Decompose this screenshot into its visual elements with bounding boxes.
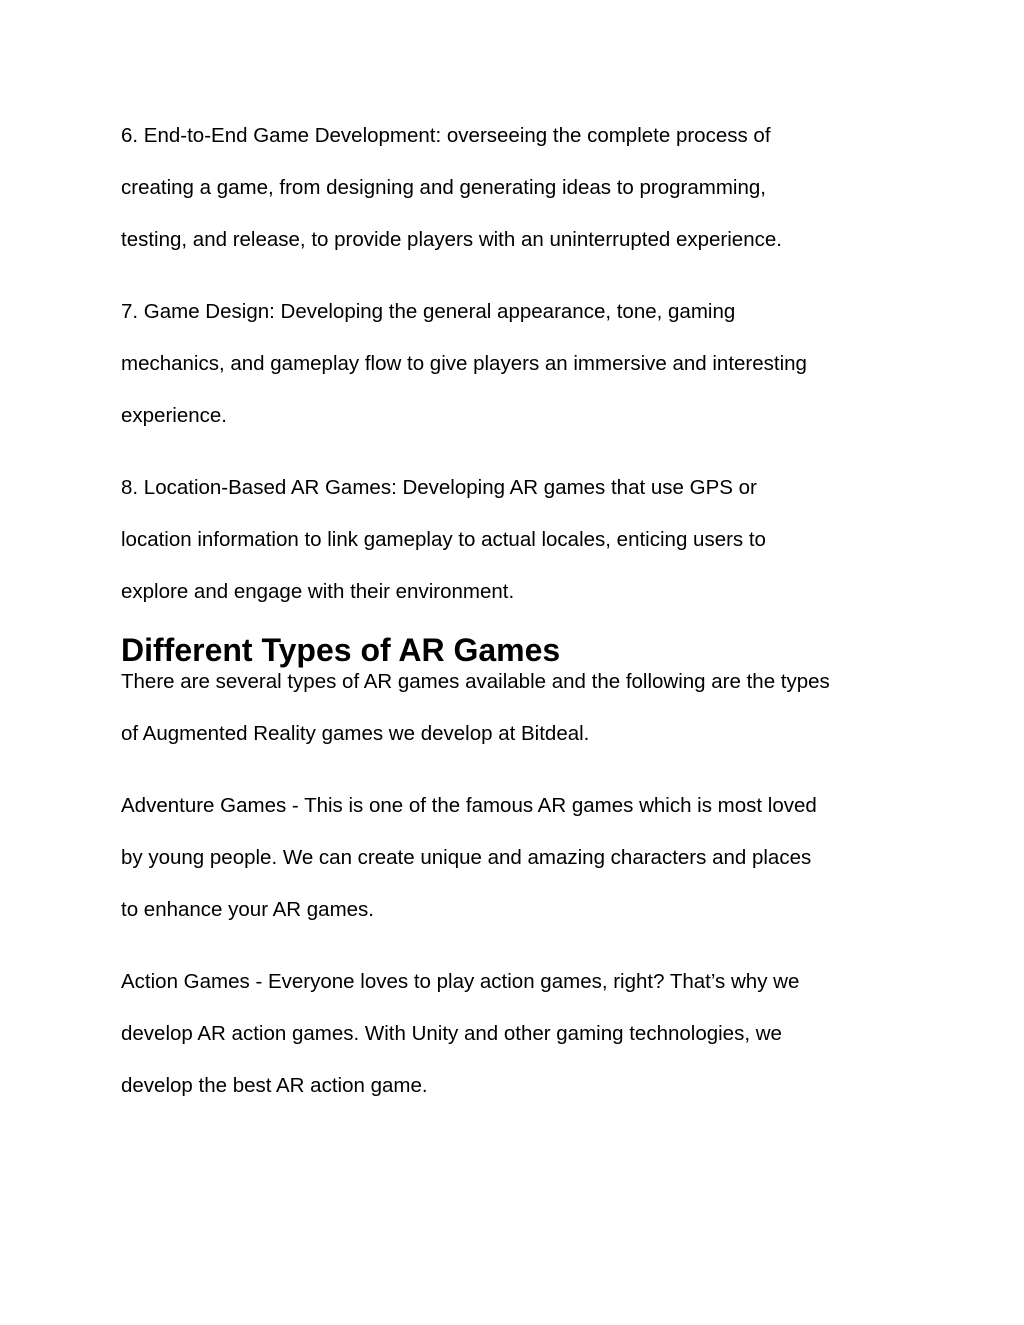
text-line: Adventure Games - This is one of the famous AR games which is most loved (121, 794, 817, 817)
paragraph-spacer (121, 760, 921, 780)
paragraph-intro-types (121, 656, 921, 760)
section-heading: Different Types of AR Games (121, 632, 561, 668)
paragraph-end-to-end-development (121, 110, 921, 266)
text-line: creating a game, from designing and generating ideas to programming, (121, 176, 766, 199)
text-line: Action Games - Everyone loves to play action games, right? That’s why we (121, 970, 800, 993)
text-line: develop the best AR action game. (121, 1074, 428, 1097)
text-line: location information to link gameplay to actual locales, enticing users to (121, 528, 766, 551)
paragraph-location-based-ar (121, 462, 921, 618)
paragraph-game-design (121, 286, 921, 442)
text-line: explore and engage with their environment. (121, 580, 515, 603)
paragraph-adventure-games (121, 780, 921, 936)
paragraph-action-games (121, 956, 921, 1112)
text-line: 6. End-to-End Game Development: overseeing the complete process of (121, 124, 771, 147)
text-line: 8. Location-Based AR Games: Developing AR games that use GPS or (121, 476, 757, 499)
text-line: 7. Game Design: Developing the general appearance, tone, gaming (121, 300, 736, 323)
text-line: by young people. We can create unique and amazing characters and places (121, 846, 812, 869)
text-line: mechanics, and gameplay flow to give players an immersive and interesting (121, 352, 807, 375)
text-line: of Augmented Reality games we develop at Bitdeal. (121, 722, 590, 745)
paragraph-spacer (121, 936, 921, 956)
text-line: There are several types of AR games available and the following are the types (121, 670, 830, 693)
paragraph-spacer (121, 442, 921, 462)
text-line: develop AR action games. With Unity and other gaming technologies, we (121, 1022, 782, 1045)
paragraph-spacer (121, 266, 921, 286)
text-line: experience. (121, 404, 227, 427)
document-page (121, 110, 921, 1112)
text-line: to enhance your AR games. (121, 898, 374, 921)
text-line: testing, and release, to provide players with an uninterrupted experience. (121, 228, 782, 251)
